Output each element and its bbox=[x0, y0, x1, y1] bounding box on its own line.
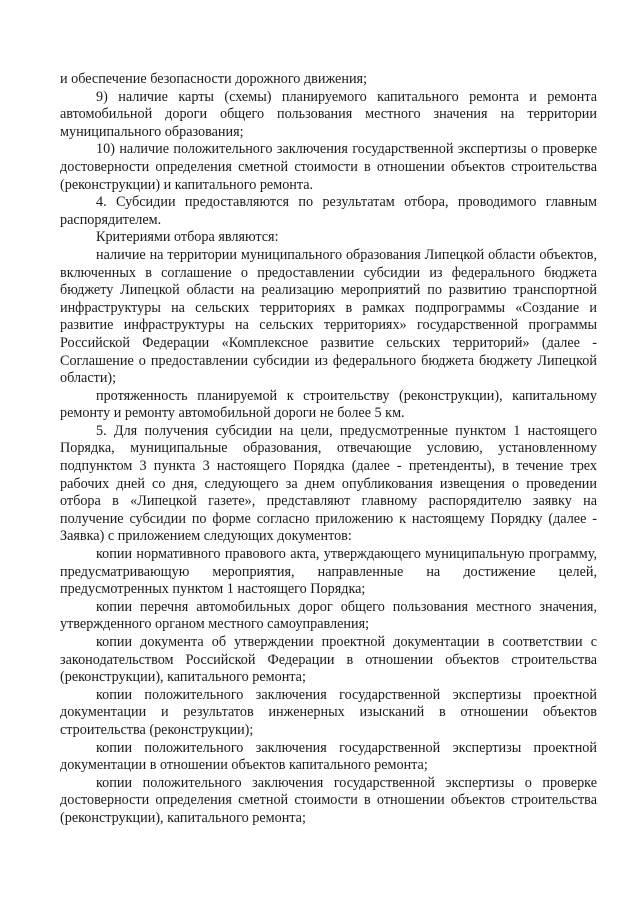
paragraph-road-safety-continuation: и обеспечение безопасности дорожного движения; bbox=[60, 71, 368, 87]
paragraph-doc-road-list: копии перечня автомобильных дорог общего пользования местного значения, утвержденного органом местного самоуправления; bbox=[60, 598, 597, 633]
paragraph-item-9-map: 9) наличие карты (схемы) планируемого капитального ремонта и ремонта автомобильной дороги общего пользования местного значения на территории муниципального образования; bbox=[60, 88, 597, 140]
paragraph-selection-criteria-heading: Критериями отбора являются: bbox=[96, 229, 279, 246]
paragraph-doc-cost-verification: копии положительного заключения государственной экспертизы о проверке достоверности определения сметной стоимости в отношении объектов строительства (реконструкции), капитального ремонта; bbox=[60, 774, 597, 826]
paragraph-doc-municipal-program: копии нормативного правового акта, утверждающего муниципальную программу, предусматривающую мероприятия, направленные на достижение целей, предусмотренных пунктом 1 настоящего Порядка; bbox=[60, 546, 597, 598]
paragraph-item-10-expertise: 10) наличие положительного заключения государственной экспертизы о проверке достоверности определения сметной стоимости в отношении объектов строительства (реконструкции) и капитального ремонта. bbox=[60, 141, 597, 193]
paragraph-criterion-objects: наличие на территории муниципального образования Липецкой области объектов, включенных в соглашение о предоставлении субсидии из федерального бюджета бюджету Липецкой области на реализацию мероприятий по развитию транспортной инфраструктуры на сельских территориях в рамках подпрограммы «Создание и развитие инфраструктуры на сельских территориях» государственной программы Российской Федерации «Комплексное развитие сельских территорий» (далее - Соглашение о предоставлении субсидии из федерального бюджета бюджету Липецкой области); bbox=[60, 246, 597, 387]
paragraph-doc-project-approval: копии документа об утверждении проектной документации в соответствии с законодательством Российской Федерации в отношении объектов строительства (реконструкции), капитального ремонта; bbox=[60, 634, 597, 686]
paragraph-doc-expertise-construction: копии положительного заключения государственной экспертизы проектной документации и результатов инженерных изысканий в отношении объектов строительства (реконструкции); bbox=[60, 686, 597, 738]
document-page bbox=[60, 71, 597, 828]
paragraph-doc-expertise-repair: копии положительного заключения государственной экспертизы проектной документации в отношении объектов капитального ремонта; bbox=[60, 739, 597, 774]
paragraph-section-4-selection: 4. Субсидии предоставляются по результатам отбора, проводимого главным распорядителем. bbox=[60, 194, 597, 228]
paragraph-section-5-application: 5. Для получения субсидии на цели, предусмотренные пунктом 1 настоящего Порядка, муниципальные образования, отвечающие условию, установленному подпунктом 3 пункта 3 настоящего Порядка (далее - претенденты), в течение трех рабочих дней со дня, следующего за днем опубликования извещения о проведении отбора в «Липецкой газете», представляют главному распорядителю заявку на получение субсидии по форме согласно приложению к настоящему Порядку (далее - Заявка) с приложением следующих документов: bbox=[60, 422, 597, 545]
paragraph-criterion-length: протяженность планируемой к строительству (реконструкции), капитальному ремонту и ремонту автомобильной дороги не более 5 км. bbox=[60, 387, 597, 422]
